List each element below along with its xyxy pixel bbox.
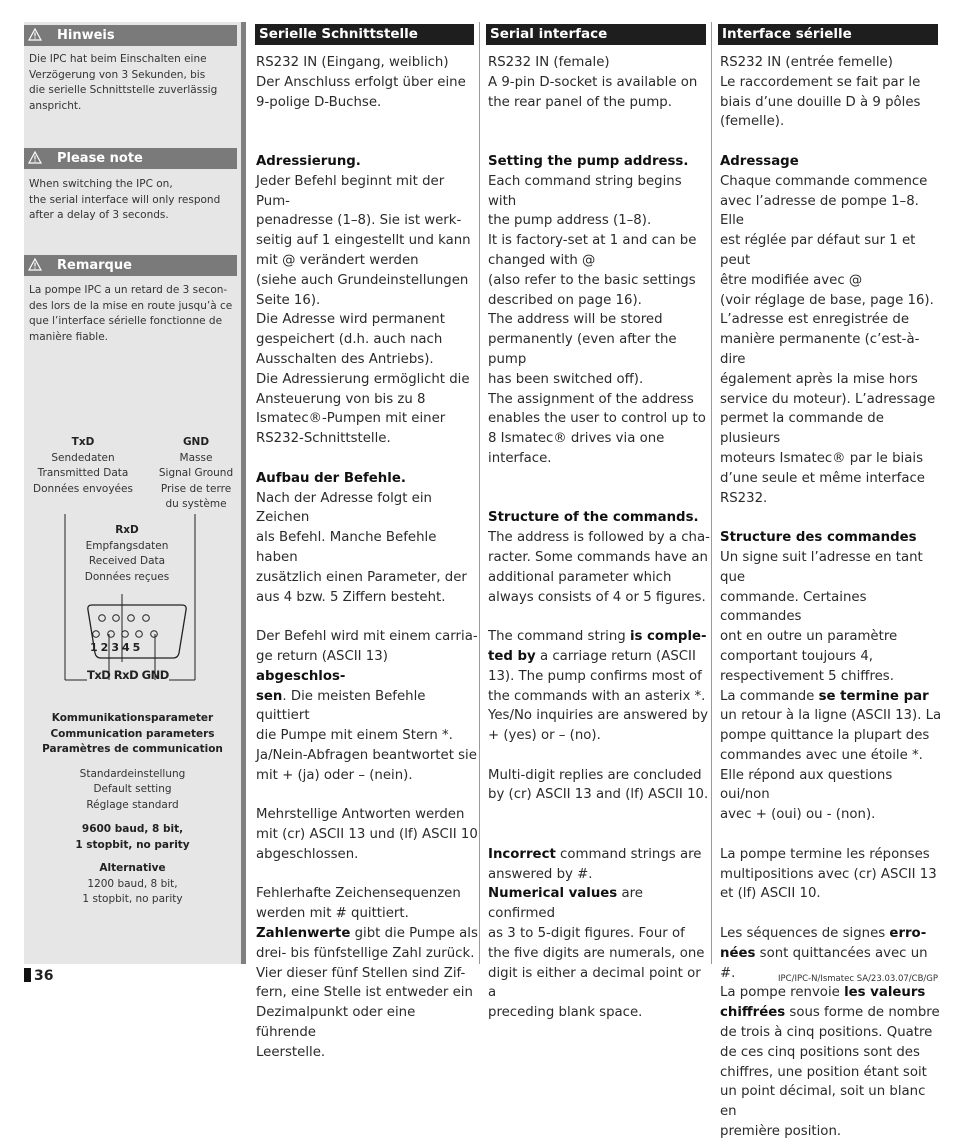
header-de: Serielle Schnittstelle [255,24,474,45]
column-divider [479,22,480,964]
document-code: IPC/IPC-N/Ismatec SA/23.03.07/CB/GP [778,974,938,984]
header-en: Serial interface [486,24,706,45]
column-divider [711,22,712,964]
rxd-label: RxD Empfangsdaten Received Data Données reçues [84,524,170,583]
note-text-en: When switching the IPC on, the serial interface will only respond after a delay of 3 seconds. [29,178,221,221]
page-marker-icon [24,968,31,982]
txd-label: TxD Sendedaten Transmitted Data Données envoyées [33,436,133,495]
sidebar-divider [241,22,246,964]
note-title: Please note [57,151,143,166]
communication-parameters: Kommunikationsparameter Communication parameters Paramètres de communication Standardeinstellung Default setting Réglage standard 9600 baud, 8 bit, 1 stopbit, no parity Alternative 1200 baud, 8 bit, 1 stopbit, no parity [42,712,223,905]
pin-numbers: 12345 [90,641,144,654]
note-text-de: Die IPC hat beim Einschalten eine Verzögerung von 3 Sekunden, bis die serielle Schnittstelle zuverlässig anspricht. [29,53,218,112]
notes-sidebar [24,22,241,964]
page-number: 36 [24,968,53,984]
note-title: Hinweis [57,28,115,43]
note-title: Remarque [57,258,132,273]
column-fr: RS232 IN (entrée femelle) Le raccordement se fait par le biais d’une douille D à 9 pôles (femelle). Adressage Chaque commande commence avec l’adresse de pompe 1–8. Elle est réglée par défaut sur 1 et peut être modifiée avec @ (voir réglage de base, page 16). L’adresse est enregistrée de manière permanente (c’est-à-dire également après la mise hors service du moteur). L’adressage permet la commande de plusieurs moteurs Ismatec® par le biais d’une seule et même interface RS232. Structure des commandes Un signe suit l’adresse en tant que commande. Certaines commandes ont en outre un paramètre comportant toujours 4, respectivement 5 chiffres. La commande se termine par un retour à la ligne (ASCII 13). La pompe quittance la plupart des commandes avec une étoile *. Elle répond aux questions oui/non avec + (oui) ou - (non). La pompe termine les réponses multipositions avec (cr) ASCII 13 et (lf) ASCII 10. Les séquences de signes erro- nées sont quittancées avec un #. La pompe renvoie les valeurs chiffrées sous forme de nombre de trois à cinq positions. Quatre de ces cinq positions sont des chiffres, une position étant soit un point décimal, soit un blanc en première position. [720,55,942,1140]
header-fr: Interface sérielle [718,24,938,45]
column-en: RS232 IN (female) A 9-pin D-socket is available on the rear panel of the pump. Setting the pump address. Each command string begins with the pump address (1–8). It is factory-set at 1 and can be changed with @ (also refer to the basic settings described on page 16). The address will be stored permanently (even after the pump has been switched off). The assignment of the address enables the user to control up to 8 Ismatec® drives via one interface. Structure of the commands. The address is followed by a cha- racter. Some commands have an additional parameter which always consists of 4 or 5 figures. The command string is comple- ted by a carriage return (ASCII 13). The pump confirms most of the commands with an asterix *. Yes/No inquiries are answered by + (yes) or – (no). Multi-digit replies are concluded by (cr) ASCII 13 and (lf) ASCII 10. Incorrect command strings are answered by #. Numerical values are confirmed as 3 to 5-digit figures. Four of the five digits are numerals, one digit is either a decimal point or a preceding blank space. [488,55,710,1021]
column-de: RS232 IN (Eingang, weiblich) Der Anschluss erfolgt über eine 9-polige D-Buchse. Adressierung. Jeder Befehl beginnt mit der Pum- penadresse (1–8). Sie ist werk- seitig auf 1 eingestellt und kann mit @ verändert werden (siehe auch Grundeinstellungen Seite 16). Die Adresse wird permanent gespeichert (d.h. auch nach Ausschalten des Antriebs). Die Adressierung ermöglicht die Ansteuerung von bis zu 8 Ismatec®-Pumpen mit einer RS232-Schnittstelle. Aufbau der Befehle. Nach der Adresse folgt ein Zeichen als Befehl. Manche Befehle haben zusätzlich einen Parameter, der aus 4 bzw. 5 Ziffern besteht. Der Befehl wird mit einem carria- ge return (ASCII 13) abgeschlos- sen. Die meisten Befehle quittiert die Pumpe mit einem Stern *. Ja/Nein-Abfragen beantwortet sie mit + (ja) oder – (nein). Mehrstellige Antworten werden mit (cr) ASCII 13 und (lf) ASCII 10 abgeschlossen. Fehlerhafte Zeichensequenzen werden mit # quittiert. Zahlenwerte gibt die Pumpe als drei- bis fünfstellige Zahl zurück. Vier dieser fünf Stellen sind Zif- fern, eine Stelle ist entweder ein Dezimalpunkt oder eine führende Leerstelle. [256,55,478,1060]
note-text-fr: La pompe IPC a un retard de 3 secon- des lors de la mise en route jusqu’à ce que l’interface sérielle fonctionne de manière fiable. [29,284,233,343]
pin-signal-labels: TxD RxD GND [87,668,169,682]
gnd-label: GND Masse Signal Ground Prise de terre du système [158,436,234,510]
